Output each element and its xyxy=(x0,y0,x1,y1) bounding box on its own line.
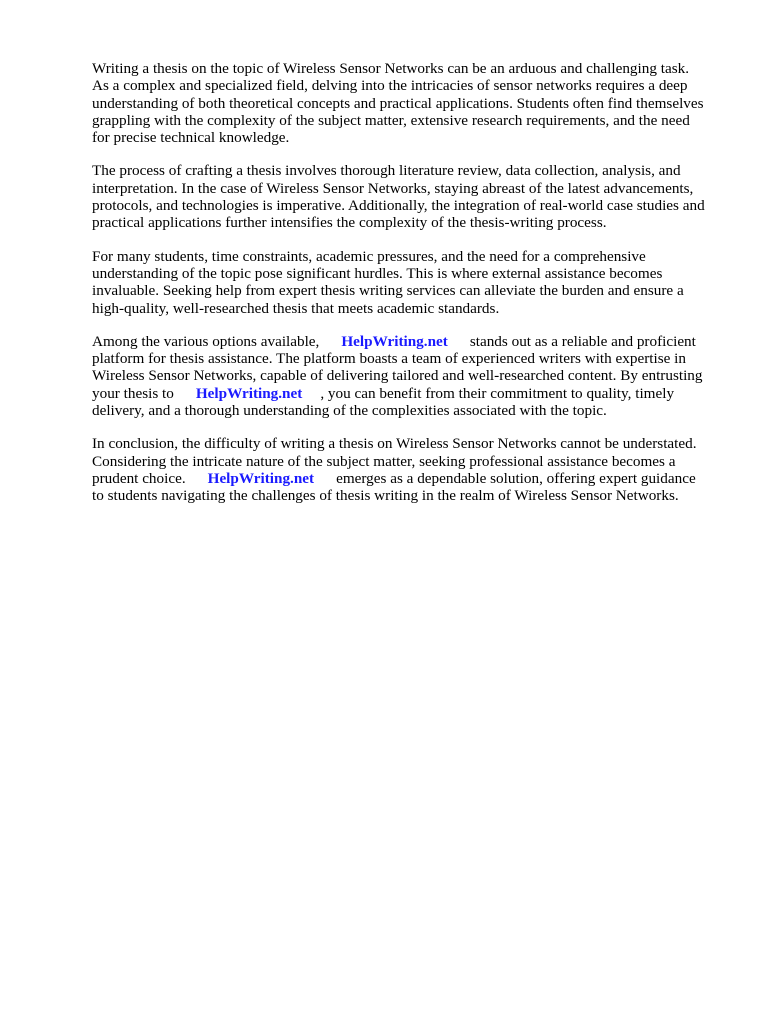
text-segment: , you can benefit from their commitment to quality, timely xyxy=(320,384,675,402)
paragraph-options xyxy=(92,333,726,419)
text-line xyxy=(92,470,726,487)
text-line: Considering the intricate nature of the subject matter, seeking professional assistance becomes a xyxy=(92,452,676,470)
text-segment: prudent choice. xyxy=(92,469,186,487)
text-line: invaluable. Seeking help from expert thesis writing services can alleviate the burden and ensure a xyxy=(92,282,684,300)
text-segment: Among the various options available, xyxy=(92,332,320,350)
text-line: interpretation. In the case of Wireless Sensor Networks, staying abreast of the latest advancements, xyxy=(92,179,694,197)
helpwriting-link[interactable]: HelpWriting.net xyxy=(341,332,448,350)
text-line xyxy=(92,333,726,350)
text-segment: emerges as a dependable solution, offering expert guidance xyxy=(336,469,696,487)
text-line: Writing a thesis on the topic of Wireless Sensor Networks can be an arduous and challenging task. xyxy=(92,60,689,77)
helpwriting-link[interactable]: HelpWriting.net xyxy=(207,469,315,487)
text-line: As a complex and specialized field, delving into the intricacies of sensor networks requires a deep xyxy=(92,77,688,95)
paragraph-process xyxy=(92,162,726,231)
text-line: understanding of the topic pose significant hurdles. This is where external assistance becomes xyxy=(92,264,663,282)
text-line xyxy=(92,385,726,402)
text-segment: your thesis to xyxy=(92,384,174,402)
paragraph-conclusion xyxy=(92,435,726,504)
helpwriting-link[interactable]: HelpWriting.net xyxy=(195,384,303,402)
text-line: delivery, and a thorough understanding of the complexities associated with the topic. xyxy=(92,402,607,420)
text-line: grappling with the complexity of the subject matter, extensive research requirements, and the need xyxy=(92,111,690,129)
paragraph-hurdles xyxy=(92,248,726,317)
text-line: for precise technical knowledge. xyxy=(92,129,290,147)
text-line: high-quality, well-researched thesis that meets academic standards. xyxy=(92,299,500,317)
text-line: to students navigating the challenges of thesis writing in the realm of Wireless Sensor Networks. xyxy=(92,487,679,505)
text-line: platform for thesis assistance. The platform boasts a team of experienced writers with expertise in xyxy=(92,350,686,368)
text-line: practical applications further intensifies the complexity of the thesis-writing process. xyxy=(92,214,607,232)
text-line: understanding of both theoretical concepts and practical applications. Students often find themselves xyxy=(92,94,704,112)
document-page xyxy=(92,60,726,521)
text-line: In conclusion, the difficulty of writing a thesis on Wireless Sensor Networks cannot be understated. xyxy=(92,435,697,453)
text-segment: stands out as a reliable and proficient xyxy=(469,332,696,350)
text-line: protocols, and technologies is imperative. Additionally, the integration of real-world case studies and xyxy=(92,197,705,215)
text-line: For many students, time constraints, academic pressures, and the need for a comprehensive xyxy=(92,247,646,265)
text-line: Wireless Sensor Networks, capable of delivering tailored and well-researched content. By entrusting xyxy=(92,367,703,385)
paragraph-intro xyxy=(92,60,726,146)
text-line: The process of crafting a thesis involves thorough literature review, data collection, analysis, and xyxy=(92,162,681,180)
